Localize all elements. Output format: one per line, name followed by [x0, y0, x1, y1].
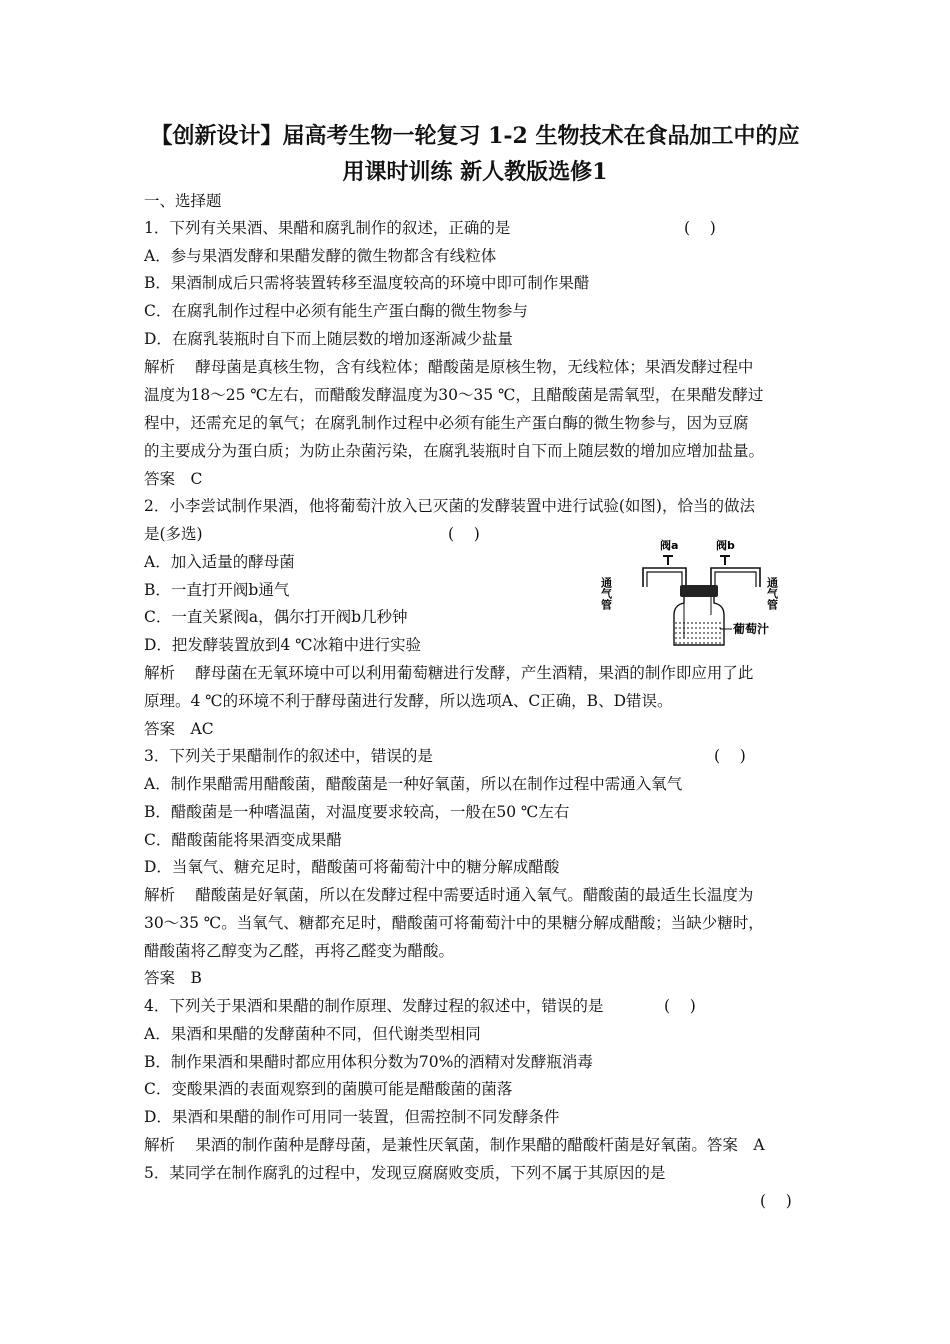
q2-option-a: A．加入适量的酵母菌	[144, 553, 295, 571]
grape-juice-label: 葡萄汁	[733, 622, 770, 636]
q4-option-c: C．变酸果酒的表面观察到的菌膜可能是醋酸菌的菌落	[144, 1080, 513, 1098]
q4-option-a: A．果酒和果醋的发酵菌种不同，但代谢类型相同	[144, 1025, 481, 1043]
section-heading: 一、选择题	[144, 192, 222, 210]
q2-stem-line2: 是(多选)	[144, 525, 203, 543]
left-tube-label: 通气管	[600, 577, 613, 610]
q2-analysis-line: 原理。4 ℃的环境不利于酵母菌进行发酵，所以选项A、C正确，B、D错误。	[144, 692, 673, 710]
q1-analysis-line: 程中，还需充足的氧气；在腐乳制作过程中必须有能生产蛋白酶的微生物参与，因为豆腐	[144, 414, 749, 432]
q1-option-b: B．果酒制成后只需将装置转移至温度较高的环境中即可制作果醋	[144, 274, 590, 292]
q1-answer: 答案 C	[144, 470, 203, 488]
q3-option-b: B．醋酸菌是一种嗜温菌，对温度要求较高，一般在50 ℃左右	[144, 803, 570, 821]
valve-b-label: 阀b	[716, 539, 735, 552]
q1-stem: 1．下列有关果酒、果醋和腐乳制作的叙述，正确的是	[144, 219, 511, 237]
q3-option-a: A．制作果醋需用醋酸菌，醋酸菌是一种好氧菌，所以在制作过程中需通入氧气	[144, 775, 683, 793]
q3-answer-blank: ( )	[714, 747, 746, 765]
valve-a-label: 阀a	[660, 539, 679, 552]
q4-answer-blank: ( )	[664, 997, 696, 1015]
q1-answer-blank: ( )	[684, 219, 716, 237]
right-tube-label: 通气管	[765, 577, 779, 610]
q4-analysis: 解析 果酒的制作菌种是酵母菌，是兼性厌氧菌，制作果醋的醋酸杆菌是好氧菌。答案 A	[144, 1136, 765, 1154]
bottle-stopper	[680, 585, 718, 597]
q2-option-d: D．把发酵装置放到4 ℃冰箱中进行实验	[144, 636, 422, 654]
q4-option-d: D．果酒和果醋的制作可用同一装置，但需控制不同发酵条件	[144, 1108, 560, 1126]
valve-b	[720, 556, 730, 565]
document-title-line2: 用课时训练 新人教版选修1	[342, 159, 608, 185]
q3-analysis-line: 醋酸菌将乙醇变为乙醛，再将乙醛变为醋酸。	[144, 942, 455, 960]
q2-option-b: B．一直打开阀b通气	[144, 581, 290, 599]
q1-analysis-line: 温度为18～25 ℃左右，而醋酸发酵温度为30～35 ℃，且醋酸菌是需氧型，在果醋发酵过	[144, 386, 764, 404]
document-title-line1: 【创新设计】届高考生物一轮复习 1-2 生物技术在食品加工中的应	[150, 123, 800, 149]
q1-analysis-line: 的主要成分为蛋白质；为防止杂菌污染，在腐乳装瓶时自下而上随层数的增加应增加盐量。	[144, 442, 765, 460]
q2-analysis-line: 解析 酵母菌在无氧环境中可以利用葡萄糖进行发酵，产生酒精，果酒的制作即应用了此	[144, 664, 754, 682]
q1-analysis-line: 解析 酵母菌是真核生物，含有线粒体；醋酸菌是原核生物，无线粒体；果酒发酵过程中	[144, 358, 754, 376]
q3-analysis-line: 解析 醋酸菌是好氧菌，所以在发酵过程中需要适时通入氧气。醋酸菌的最适生长温度为	[144, 886, 754, 904]
q5-stem: 5．某同学在制作腐乳的过程中，发现豆腐腐败变质，下列不属于其原因的是	[144, 1164, 666, 1182]
fermentation-apparatus-figure	[600, 535, 800, 650]
q2-answer: 答案 AC	[144, 720, 214, 738]
q4-stem: 4．下列关于果酒和果醋的制作原理、发酵过程的叙述中，错误的是	[144, 997, 604, 1015]
valve-a	[663, 556, 673, 565]
q2-stem-line1: 2．小李尝试制作果酒，他将葡萄汁放入已灭菌的发酵装置中进行试验(如图)，恰当的做法	[144, 497, 755, 515]
q1-option-a: A．参与果酒发酵和果醋发酵的微生物都含有线粒体	[144, 247, 497, 265]
q1-option-c: C．在腐乳制作过程中必须有能生产蛋白酶的微生物参与	[144, 302, 528, 320]
q1-option-d: D．在腐乳装瓶时自下而上随层数的增加逐渐减少盐量	[144, 330, 513, 348]
q3-analysis-line: 30～35 ℃。当氧气、糖都充足时，醋酸菌可将葡萄汁中的果糖分解成醋酸；当缺少糖时，	[144, 914, 764, 932]
q3-option-d: D．当氧气、糖充足时，醋酸菌可将葡萄汁中的糖分解成醋酸	[144, 858, 560, 876]
q5-answer-blank: ( )	[760, 1192, 792, 1210]
q2-option-c: C．一直关紧阀a，偶尔打开阀b几秒钟	[144, 608, 408, 626]
q2-answer-blank: ( )	[448, 525, 480, 543]
q3-option-c: C．醋酸菌能将果酒变成果醋	[144, 831, 342, 849]
q4-option-b: B．制作果酒和果醋时都应用体积分数为70%的酒精对发酵瓶消毒	[144, 1053, 593, 1071]
q3-answer: 答案 B	[144, 969, 202, 987]
q3-stem: 3．下列关于果醋制作的叙述中，错误的是	[144, 747, 433, 765]
